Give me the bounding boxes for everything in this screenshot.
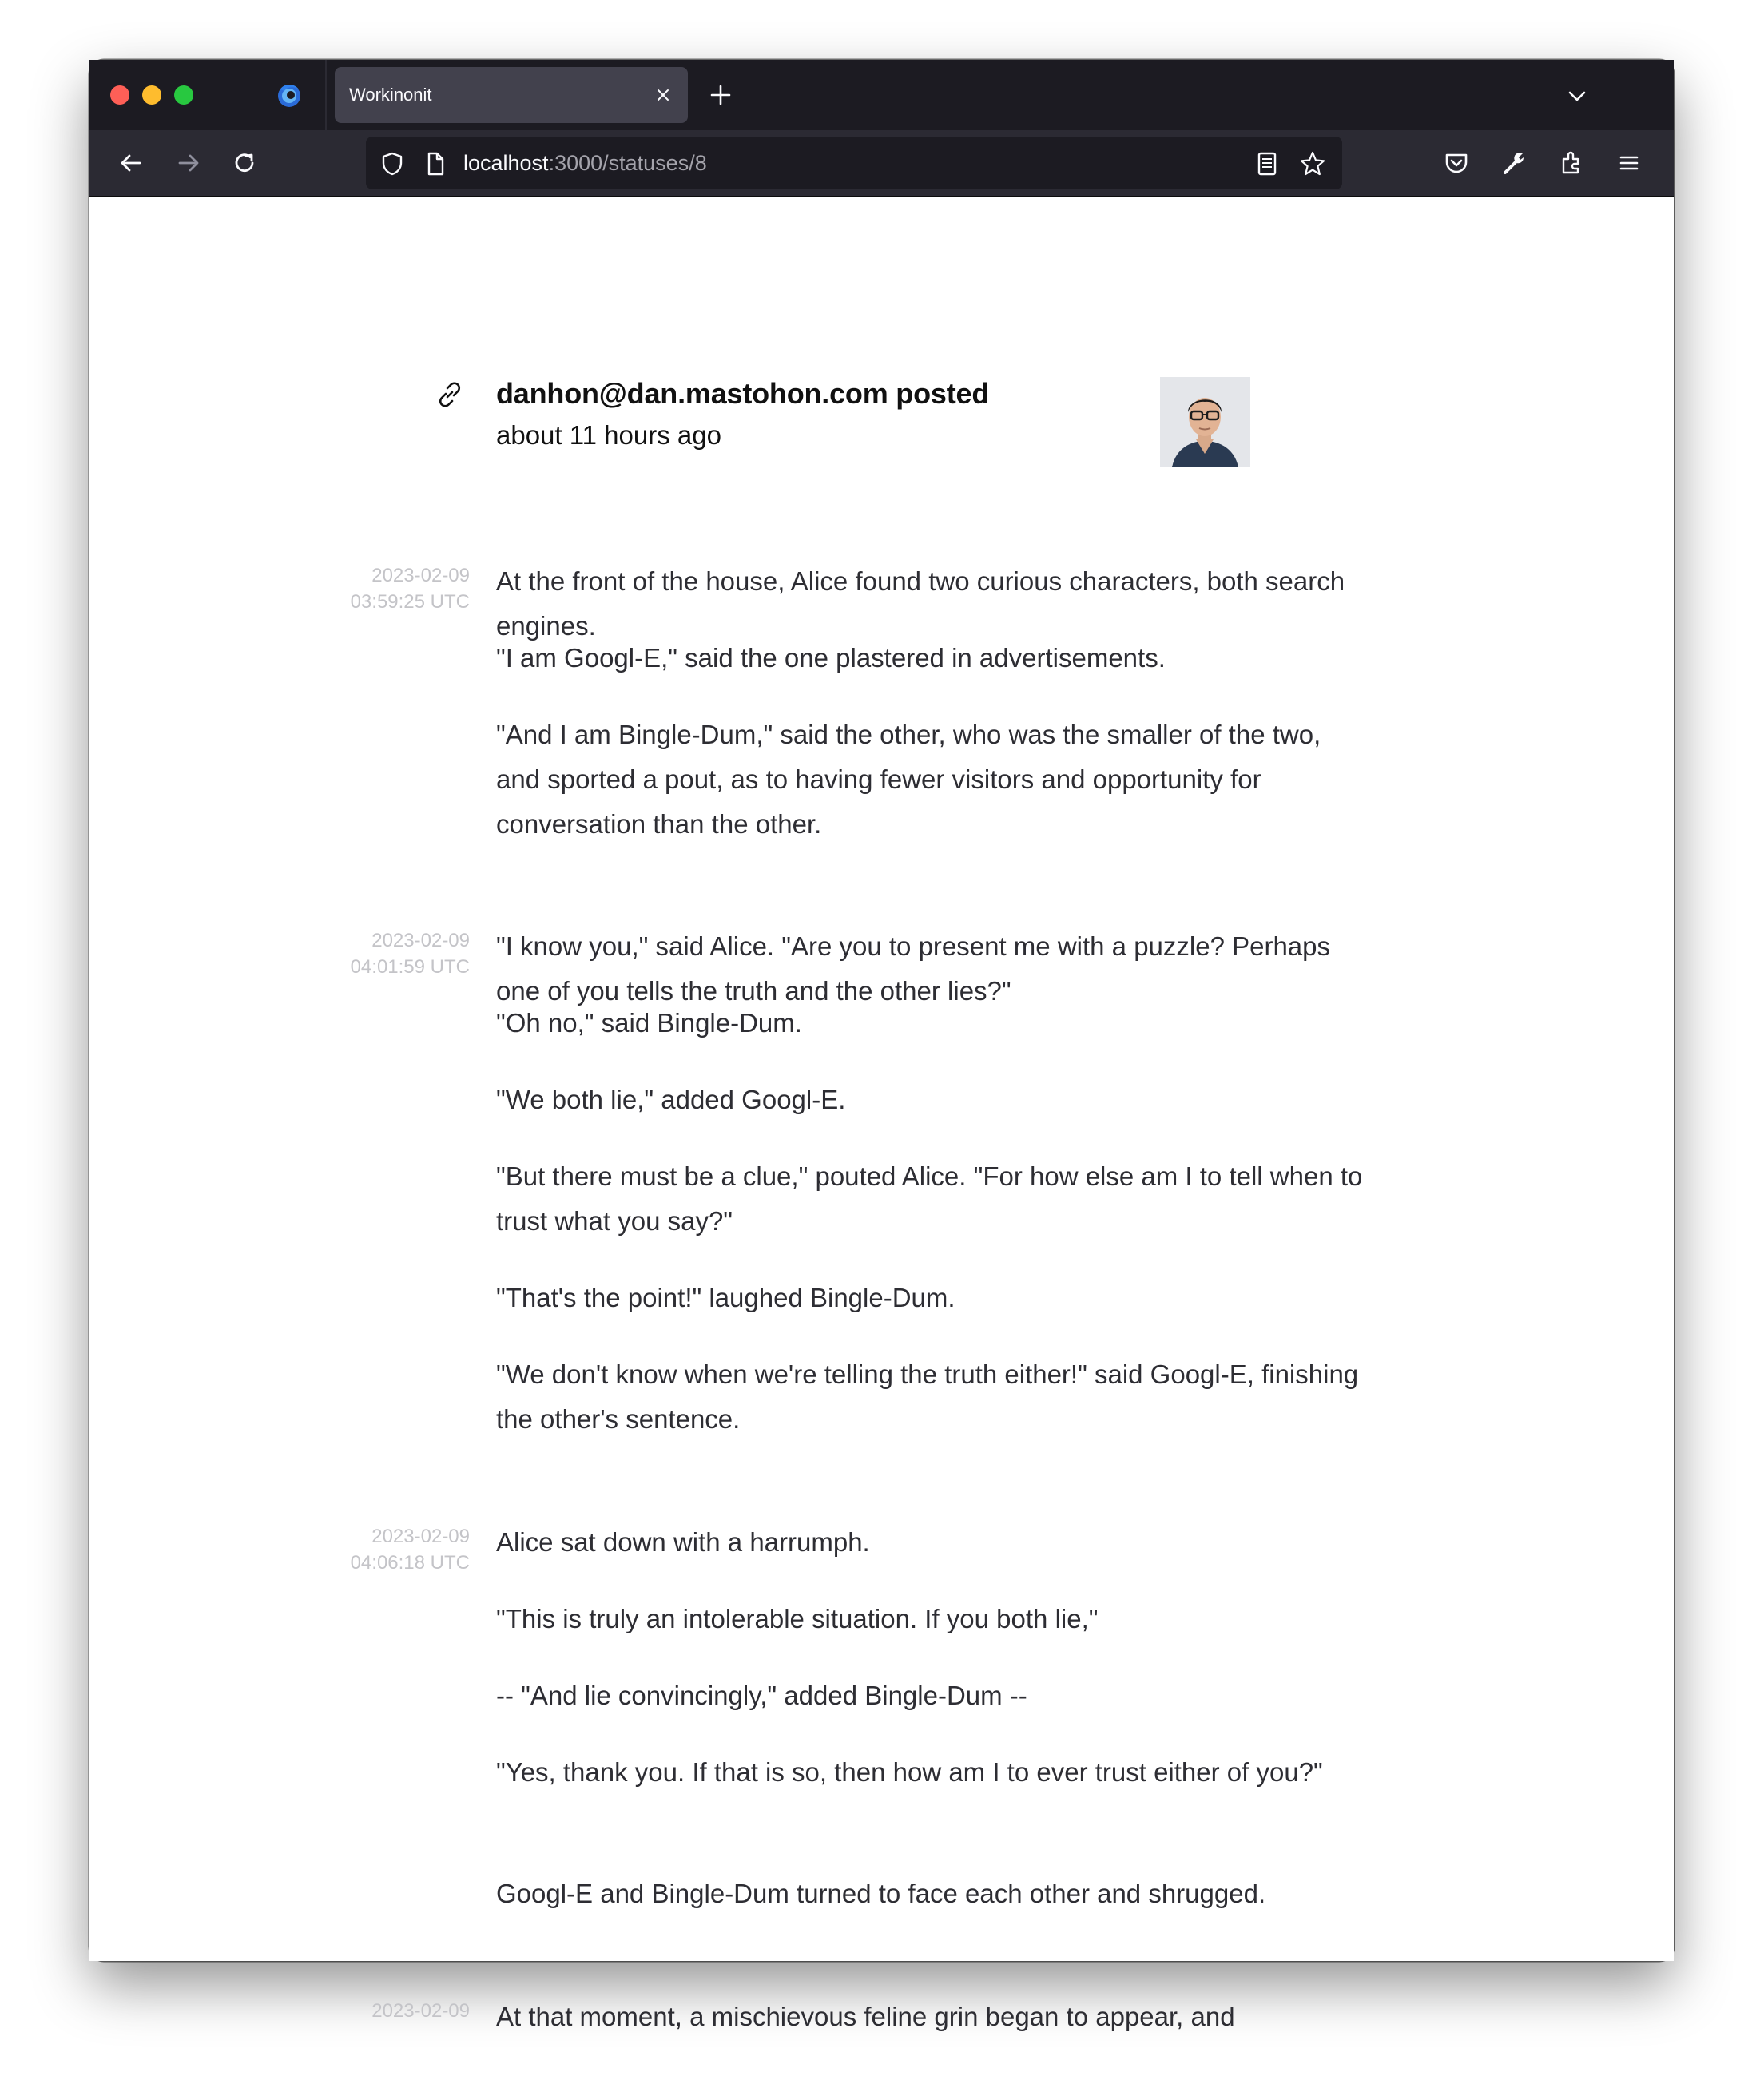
post-timestamp [318, 562, 470, 615]
post-paragraph: "I know you," said Alice. "Are you to present me with a puzzle? Perhaps one of you tells the truth and the other lies?" [496, 931, 1331, 1006]
application-menu-icon[interactable] [1614, 148, 1644, 178]
forward-icon[interactable] [173, 148, 204, 178]
page-content [89, 197, 1674, 2031]
timestamp-date: 2023-02-09 [371, 565, 470, 586]
tab-workinonit[interactable] [335, 67, 688, 123]
navigation-toolbar [89, 130, 1674, 197]
zoom-window-button[interactable] [174, 85, 193, 105]
post-timestamp [318, 1998, 470, 2024]
reload-icon[interactable] [230, 148, 260, 178]
tab-separator [325, 60, 327, 130]
post-paragraph: "This is truly an intolerable situation. If you both lie," [496, 1604, 1099, 1633]
author-avatar[interactable] [1160, 377, 1250, 467]
developer-tools-wrench-icon[interactable] [1499, 148, 1529, 178]
post-paragraph: At the front of the house, Alice found two curious characters, both search engines. [496, 566, 1345, 641]
bookmark-star-icon[interactable] [1299, 150, 1326, 177]
timestamp-date: 2023-02-09 [371, 1526, 470, 1547]
avatar-portrait-image [1160, 377, 1250, 467]
post-paragraph: "That's the point!" laughed Bingle-Dum. [496, 1283, 956, 1312]
post-paragraph: "We both lie," added Googl-E. [496, 1085, 846, 1114]
timestamp-date: 2023-02-09 [371, 930, 470, 951]
post-timestamp [318, 927, 470, 980]
timestamp-date: 2023-02-09 [371, 2000, 470, 2022]
close-window-button[interactable] [110, 85, 129, 105]
back-icon[interactable] [116, 148, 146, 178]
page-info-icon[interactable] [422, 150, 449, 177]
timestamp-time: 04:06:18 UTC [350, 1552, 470, 1574]
address-bar[interactable] [366, 137, 1342, 189]
timestamp-time: 04:01:59 UTC [350, 956, 470, 978]
firefox-view-icon[interactable] [276, 81, 303, 109]
title-bar [89, 60, 1674, 130]
url-host: localhost [463, 151, 549, 175]
post-author-line[interactable]: danhon@dan.mastohon.com posted [496, 377, 990, 410]
minimize-window-button[interactable] [142, 85, 161, 105]
post-paragraph: Alice sat down with a harrumph. [496, 1527, 870, 1557]
tracking-protection-shield-icon[interactable] [379, 150, 406, 177]
tab-title: Workinonit [349, 85, 432, 105]
extensions-icon[interactable] [1556, 148, 1587, 178]
url-text[interactable] [463, 137, 707, 189]
post-paragraph: Googl-E and Bingle-Dum turned to face each other and shrugged. [496, 1879, 1266, 1908]
url-path: :3000/statuses/8 [548, 151, 707, 175]
post-paragraph: "And I am Bingle-Dum," said the other, who was the smaller of the two, and sported a pout, as to having fewer visitors and opportunity for conversation than the other. [496, 720, 1321, 839]
new-tab-icon[interactable] [709, 83, 733, 107]
browser-window [89, 60, 1674, 2031]
close-tab-icon[interactable] [653, 85, 673, 105]
post-paragraph: At that moment, a mischievous feline grin began to appear, and [496, 2002, 1235, 2031]
timestamp-time: 03:59:25 UTC [350, 591, 470, 613]
post-timestamp [318, 1523, 470, 1576]
post-paragraph: "Yes, thank you. If that is so, then how am I to ever trust either of you?" [496, 1757, 1323, 1787]
reader-view-icon[interactable] [1253, 150, 1281, 177]
list-all-tabs-icon[interactable] [1565, 84, 1589, 108]
post-paragraph: "We don't know when we're telling the truth either!" said Googl-E, finishing the other's sentence. [496, 1360, 1359, 1434]
post-paragraph: "But there must be a clue," pouted Alice. "For how else am I to tell when to trust what you say?" [496, 1161, 1363, 1236]
post-time-ago: about 11 hours ago [496, 420, 721, 450]
post-paragraph: "I am Googl-E," said the one plastered in advertisements. [496, 643, 1166, 673]
post-paragraph: -- "And lie convincingly," added Bingle-Dum -- [496, 1681, 1027, 1710]
permalink-icon[interactable] [435, 379, 465, 410]
post-paragraph: "Oh no," said Bingle-Dum. [496, 1008, 802, 1038]
pocket-icon[interactable] [1441, 148, 1472, 178]
